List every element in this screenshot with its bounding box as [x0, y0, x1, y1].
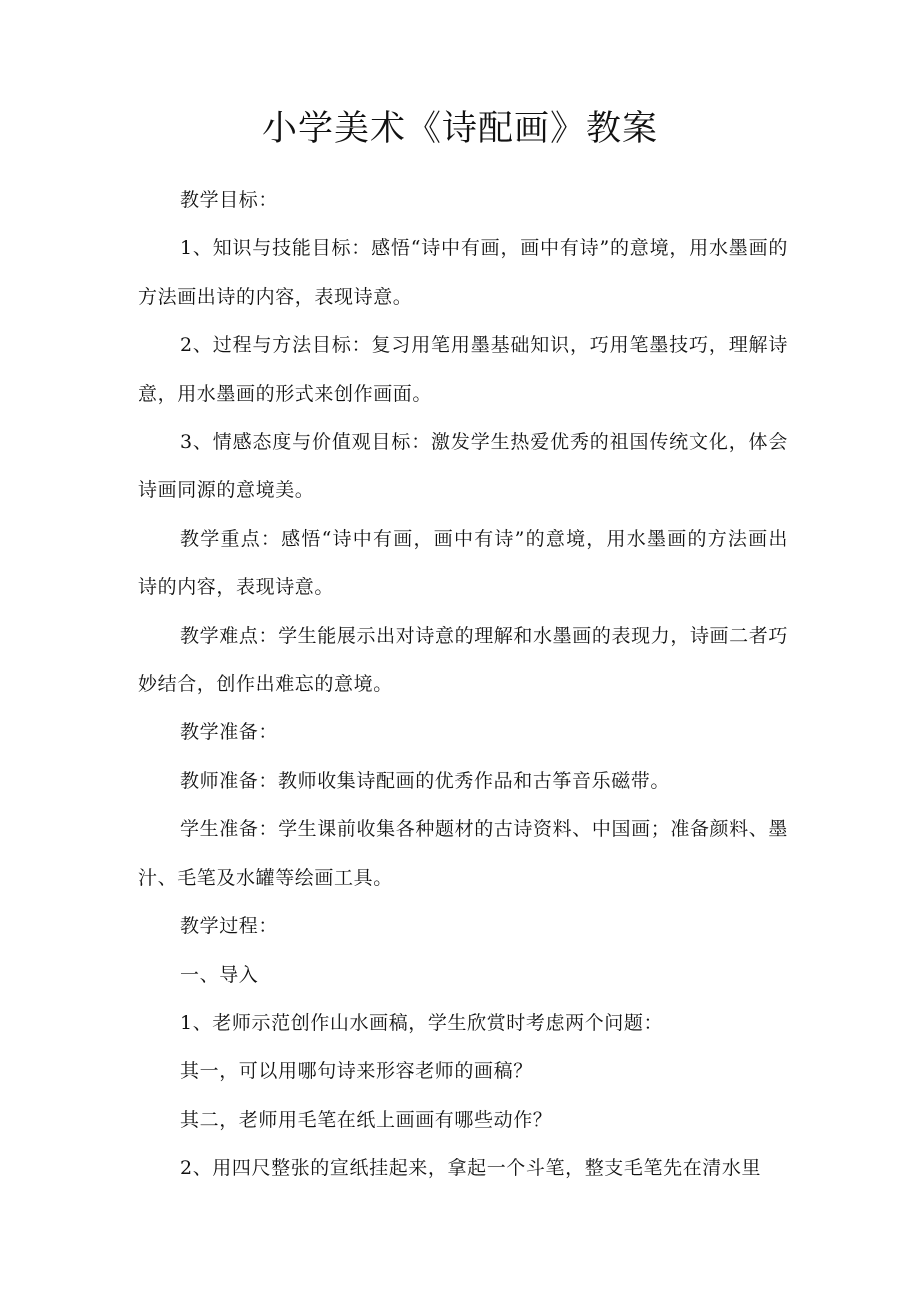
paragraph-section-intro: 一、导入	[180, 963, 259, 986]
paragraph-objective-3: 3、情感态度与价值观目标：激发学生热爱优秀的祖国传统文化，体会诗画同源的意境美。	[138, 431, 788, 502]
document-title: 小学美术《诗配画》教案	[261, 109, 658, 149]
paragraph-question-1: 其一，可以用哪句诗来形容老师的画稿？	[180, 1060, 533, 1083]
paragraph-key-points: 教学重点：感悟“诗中有画，画中有诗”的意境，用水墨画的方法画出诗的内容，表现诗意。	[138, 527, 788, 599]
paragraph-step-2: 2、用四尺整张的宣纸挂起来，拿起一个斗笔，整支毛笔先在清水里	[180, 1157, 762, 1180]
paragraph-student-preparation: 学生准备：学生课前收集各种题材的古诗资料、中国画；准备颜料、墨汁、毛笔及水罐等绘画工具。	[138, 818, 788, 889]
paragraph-step-1: 1、老师示范创作山水画稿，学生欣赏时考虑两个问题：	[180, 1011, 664, 1034]
paragraph-objectives-heading: 教学目标：	[180, 189, 279, 211]
document-body	[138, 176, 788, 1193]
paragraph-preparation-heading: 教学准备：	[180, 721, 279, 744]
paragraph-objective-1: 1、知识与技能目标：感悟“诗中有画，画中有诗”的意境，用水墨画的方法画出诗的内容，表现诗意。	[138, 237, 788, 308]
paragraph-process-heading: 教学过程：	[180, 915, 279, 938]
paragraph-teacher-preparation: 教师准备：教师收集诗配画的优秀作品和古筝音乐磁带。	[180, 769, 671, 792]
paragraph-objective-2: 2、过程与方法目标：复习用笔用墨基础知识，巧用笔墨技巧，理解诗意，用水墨画的形式来创作画面。	[138, 334, 788, 405]
paragraph-question-2: 其二，老师用毛笔在纸上画画有哪些动作？	[180, 1108, 553, 1131]
paragraph-difficulties: 教学难点：学生能展示出对诗意的理解和水墨画的表现力，诗画二者巧妙结合，创作出难忘的意境。	[138, 624, 788, 696]
